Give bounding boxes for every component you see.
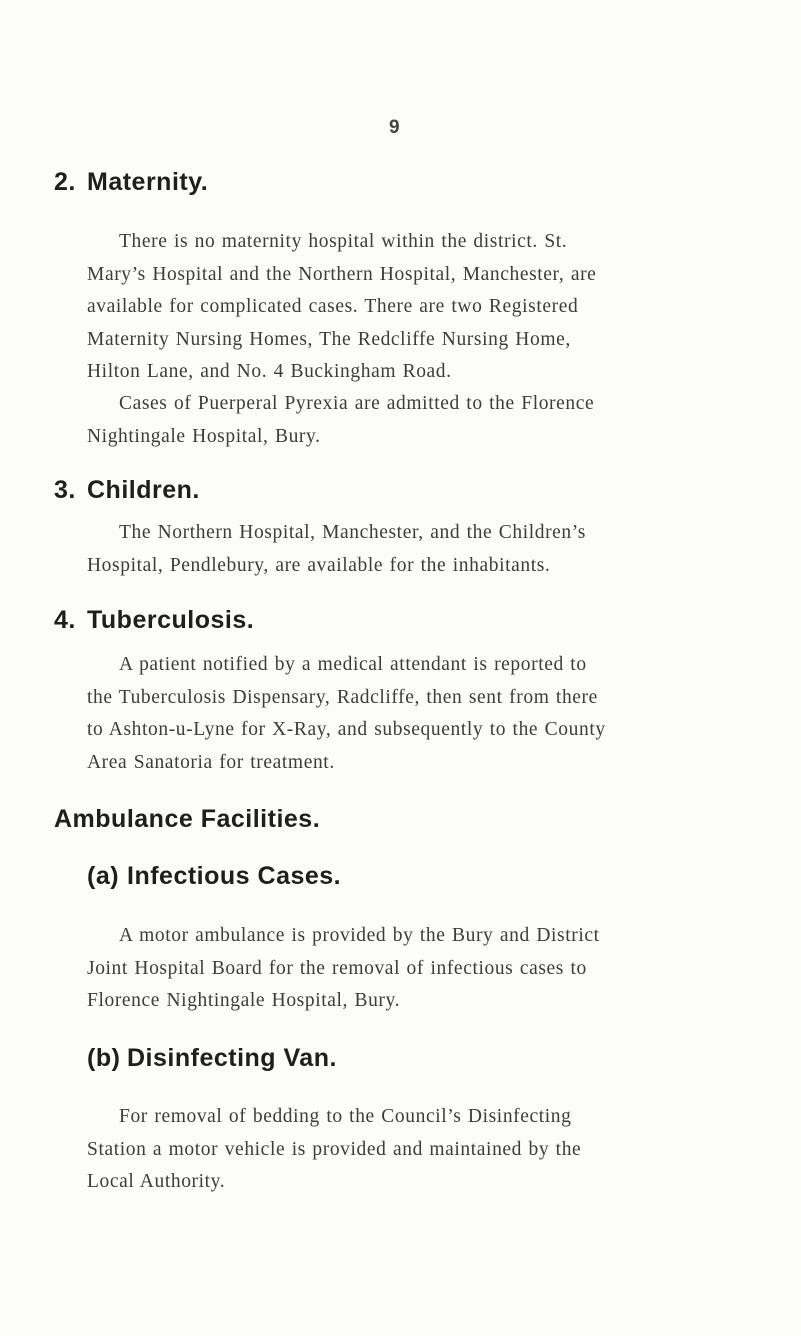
section-title: Tuberculosis.	[87, 606, 255, 634]
subheading-disinfecting-van	[87, 1044, 337, 1073]
text-line: to Ashton-u-Lyne for X-Ray, and subsequently to the County	[87, 719, 606, 740]
page-number: 9	[389, 117, 400, 138]
text-line: Joint Hospital Board for the removal of infectious cases to	[87, 957, 587, 979]
text-line: the Tuberculosis Dispensary, Radcliffe, then sent from there	[87, 686, 598, 708]
text-line: A patient notified by a medical attendant is reported to	[119, 654, 587, 675]
paragraph-maternity-1	[87, 226, 596, 389]
section-number: 4.	[54, 606, 76, 634]
text-line: Mary’s Hospital and the Northern Hospital, Manchester, are	[87, 263, 597, 285]
paragraph-maternity-2	[87, 388, 594, 453]
subsection-label: (b)	[87, 1044, 121, 1072]
paragraph-children	[87, 517, 586, 582]
section-number: 2.	[54, 168, 76, 196]
text-line: available for complicated cases. There are two Registered	[87, 296, 579, 317]
paragraph-disinfecting-van	[87, 1101, 581, 1199]
section-heading-tuberculosis	[54, 606, 254, 635]
text-line: Local Authority.	[87, 1171, 226, 1192]
section-heading-children	[54, 476, 200, 505]
text-line: A motor ambulance is provided by the Bury and District	[119, 925, 600, 946]
section-heading-maternity	[54, 168, 208, 197]
section-title: Maternity.	[87, 168, 209, 196]
text-line: Cases of Puerperal Pyrexia are admitted to the Florence	[119, 393, 595, 414]
subsection-title: Disinfecting Van.	[127, 1044, 337, 1072]
subsection-label: (a)	[87, 862, 120, 890]
section-title: Children.	[87, 476, 200, 504]
subsection-title: Infectious Cases.	[127, 862, 342, 890]
text-line: Station a motor vehicle is provided and maintained by the	[87, 1138, 582, 1160]
paragraph-tuberculosis	[87, 649, 606, 779]
paragraph-infectious-cases	[87, 920, 600, 1018]
section-heading-ambulance: Ambulance Facilities.	[54, 805, 321, 833]
text-line: Hilton Lane, and No. 4 Buckingham Road.	[87, 361, 452, 382]
text-line: Hospital, Pendlebury, are available for the inhabitants.	[87, 554, 551, 576]
text-line: Nightingale Hospital, Bury.	[87, 425, 321, 447]
text-line: There is no maternity hospital within the district. St.	[119, 231, 568, 252]
text-line: Florence Nightingale Hospital, Bury.	[87, 990, 401, 1011]
text-line: Area Sanatoria for treatment.	[87, 751, 335, 773]
text-line: For removal of bedding to the Council’s Disinfecting	[119, 1106, 572, 1127]
text-line: Maternity Nursing Homes, The Redcliffe Nursing Home,	[87, 328, 571, 350]
text-line: The Northern Hospital, Manchester, and the Children’s	[119, 522, 586, 543]
section-number: 3.	[54, 476, 76, 504]
subheading-infectious-cases	[87, 862, 341, 891]
